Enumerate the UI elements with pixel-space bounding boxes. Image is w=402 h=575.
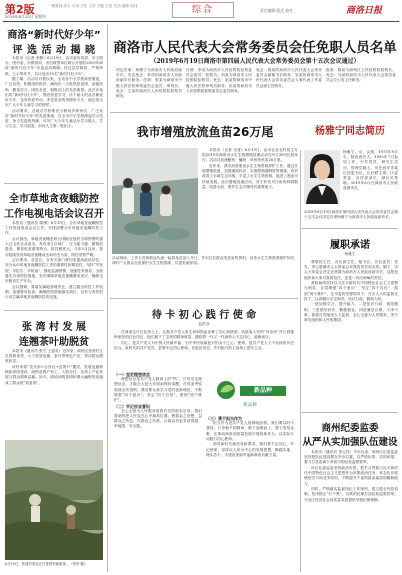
paragraph: 据了解，活动自开展以来，全市各中小学校高度重视，广泛宣传，积极组织推荐，涌现出一大批热爱祖国、品德高尚、勤奋学习、团结友爱、积极向上的先进典型。此次评选出的“新时代好少年”，既有热爱学习、乐于助人的品学兼优好少年，也有热爱劳动、孝老爱亲的美德好少年，他们是全市广大少年儿童学习的榜样。	[5, 77, 103, 108]
appointment-list-c: 免去：周某的商洛市人民代表大会常务委员会副秘书长职务；吴某的商洛市人民代表大会常务委员会人事代表工作委员会副主任职务。	[256, 68, 322, 88]
paragraph: 活动要求，各地各学校要充分利用多种形式，广泛宣传“新时代好少年”的先进事迹，在全市中小学校掀起学习先进、争当先进的热潮，引导广大少年儿童从小学习做人、学习立志、学习创造，扣好人生第一粒扣子。	[5, 108, 103, 129]
article-tea	[5, 349, 103, 429]
masthead	[0, 0, 402, 22]
paragraph: 会议指出，草地贪夜蛾是联合国粮农组织全球预警的重大迁飞性农业害虫，具有适生区域广、迁飞能力强、繁殖倍数高、暴食危害重等特点，防控难度大。今年5月以来，我市陆续发现草地贪夜蛾成虫和幼虫为害，防控形势严峻。	[5, 237, 103, 257]
divider	[4, 183, 104, 184]
appointment-list-a: 决定任命：杨雅宁为商洛市人民政府副市长。决定免去：李彦的商洛市人民政府副市长职务。任命：张某为商洛市中级人民法院审判委员会委员、审判员；免去：王某的商洛市人民检察院检察员职务。	[116, 68, 182, 99]
paragraph: 理想信念是共产党人精神上的“钙”。只有坚定理想信念，才能在大是大非面前保持清醒，在风浪考验面前无所畏惧。我们要认真学习党的创新理论，不断增强“四个意识”，坚定“四个自信”，做到“两个维护”。	[114, 377, 202, 403]
profile-text: 杨雅宁，女，汉族，1973年9月生，陕西西安人，1995年7月参加工作，中共党员，研究生学历，管理学硕士。历任西安市某区团委书记、区妇联主席，区委常委、宣传部部长，副区长等职。2019年6月任商洛市人民政府副市长。	[343, 150, 398, 191]
discipline-headline-1: 商州纪委监委	[321, 423, 379, 434]
section-nav[interactable]: 一版要闻 综合 市场 文化 文体 专题 区县 生活 健康 周刊	[48, 4, 138, 8]
article-new-era	[5, 56, 103, 182]
article-fish-cont: 活动现场，工作人员和群众代表一起将鱼苗放入丹江，并向过往群众发放宣传资料，宣传水生生物资源保护知识，呼吁广大群众自觉保护水生生物资源，共建美丽家园。	[112, 256, 298, 266]
headline-tea-2: 连翘茶叶助脱贫	[19, 337, 89, 348]
column-divider	[107, 24, 108, 572]
portrait-photo	[304, 150, 340, 204]
fish-headline: 我市增殖放流鱼苗26万尾	[136, 125, 274, 139]
paragraph: 同时，严格落实监督执纪工作规则，建立健全内控机制，坚决防止“灯下黑”，以铁的纪律打造纪检监察铁军，为全区经济社会高质量发展提供坚强纪律保障。	[304, 487, 398, 502]
divider	[4, 310, 104, 311]
essay-col-1	[114, 372, 202, 568]
appointment-list-d: 批准：陈某为商州区人民检察院检察长。免去：马某的商洛市人民代表大会常务委员会办公室主任职务。	[326, 68, 396, 83]
issue-date: 2019年6月20日 星期四	[5, 14, 46, 19]
divider	[110, 298, 298, 299]
top-headline: 商洛市人民代表大会常务委员会任免职人员名单	[113, 40, 397, 56]
headline-new-era-2: 评 选 活 动 揭 晓	[12, 45, 96, 56]
essay-byline: 赵洪彦	[198, 322, 210, 326]
appointment-list-b: 任命：李某为商洛市人民检察院检察委员会委员、检察员；刘某为商洛市人民检察院检察员。免去：赵某的商洛市中级人民法院审判员职务；孙某的商洛市人民检察院检察委员会委员职务。	[186, 68, 252, 93]
paragraph: 会议强调，要落实属地管理责任，建立健全防控工作机制，加强督导检查，确保防控措施落实到位，以有力有效的行动打赢草地贪夜蛾防控攻坚战。	[5, 284, 103, 300]
paragraph: 担当作为是共产党人的鲜明品格。我们要以时不我待、只争朝夕的精神，敢于迎难而上，勇于攻坚克难，在推动商洛高质量发展中展现新作为，以实际行动践行初心使命。	[206, 421, 294, 441]
pledge-byline: 杨雅宁	[344, 252, 356, 256]
paragraph: 本报讯（记者 李静）6月19日，由市委宣传部、市文明办、团市委、市教育局、市妇联等单位联合开展的2019年商洛“新时代好少年”评选活动揭晓。经过层层推荐、严格审核、公示等环节，共评选出10名“新时代好少年”。	[5, 56, 103, 76]
paragraph: 全心全意为人民服务是我们党的根本宗旨。我们要始终把人民放在心中最高位置，想群众之所想，急群众之所急，办群众之所需，让群众有更多获得感、幸福感、安全感。	[114, 408, 202, 429]
newspaper-logo: 商洛日报	[346, 6, 383, 16]
ad-caption: 新品种	[243, 403, 257, 408]
paragraph: 我将始终坚持以习近平新时代中国特色社会主义思想为指导，自觉增强“四个意识”、坚定“四个自信”、做到“两个维护”，在市委的坚强领导下，在市人大的监督支持下，认真履行法定职责，依法行政，勤政为民。	[304, 281, 398, 301]
essay-section-3-title: （三）勇于担当作为	[206, 416, 242, 421]
essay-section-2-title: （二）牢记宗旨意识	[114, 403, 150, 409]
paragraph: 尊敬的主任、各位副主任、秘书长，各位委员：首先，衷心感谢市人大常委会对我的信任和支持。刚才，市人大常委会决定任命我为商洛市人民政府副市长，这既是组织和大家对我的信任，更是一份沉甸甸的责任。	[304, 260, 398, 280]
pledge-headline: 履职承诺	[330, 240, 370, 251]
paragraph: 初心，是共产党人为中国人民谋幸福、为中华民族谋复兴的赤子之心；使命，是共产党人义不容辞的历史担当。新时代的共产党员，更要牢记初心使命，在脱贫攻坚、乡村振兴的主战场上建功立业。	[114, 340, 294, 350]
paragraph: 面对新时代新任务新要求，我们要不忘初心、牢记使命，坚持以人民为中心的发展思想，脚踏实地、埋头苦干，为建设美丽幸福新商洛贡献力量。	[206, 442, 294, 457]
paragraph: 近年来，我市高度重视水生生物资源养护工作，通过开展增殖放流、加强渔政执法、实施禁渔期制度等措施，有效改善了水域生态环境，丰富了水生生物资源，促进了渔业可持续发展。此次增殖放流活动，对于补充丹江鱼类种群数量、改善水质、维护生态平衡具有重要意义。	[202, 164, 298, 189]
paragraph: 在商洛这片红色热土上，无数共产党人用生命和热血诠释了初心和使命。从陕南人民的“母亲河”丹江到秦岭深处的红色印记，他们留下了宝贵的精神财富，激励着一代又一代商洛人不忘初心、砥砺前行。	[114, 330, 294, 340]
article-discipline	[304, 450, 398, 572]
issue-info: 责任编辑 版式 校对	[260, 8, 293, 13]
paragraph: 该区纪委监委坚持政治引领，把学习贯彻习近平新时代中国特色社会主义思想作为首要政治任务，常态化开展理论学习和业务培训，不断提升干部的政治素质和履职能力。	[304, 466, 398, 486]
discipline-headline-2: 从严从实加强队伍建设	[302, 437, 398, 448]
article-fish	[202, 148, 298, 254]
paragraph: 本报讯（通讯员 陈博）6月19日，全市草地贪夜蛾防控工作电视电话会议召开，安排部署全市草地贪夜蛾防控工作。	[5, 221, 103, 236]
headline-grass-2: 工作电视电话会议召开	[4, 209, 104, 220]
paragraph: 该村采取“党支部+合作社+贫困户”模式，发展连翘种植和茶园建设，吸纳贫困户务工、入股分红，实现了产业发展与群众增收双赢。如今，绿油油的茶园和漫山遍野的连翘成了群众的“致富园”。	[5, 365, 103, 385]
headline-tea-1: 张 湾 村 发 展	[22, 322, 86, 333]
article-pledge	[304, 260, 398, 388]
ad-banner	[206, 372, 294, 412]
ad-brand: 新品种	[253, 387, 272, 394]
tea-garden-photo	[5, 440, 103, 560]
masthead-rule	[3, 21, 399, 22]
essay-col-2	[206, 416, 294, 568]
photo-caption: 6月19日，张湾村茶农正在茶园采摘夏茶。（郑荣 摄）	[5, 562, 88, 566]
divider	[302, 412, 398, 413]
divider	[302, 228, 398, 229]
paragraph: 本报讯（记者 吴青）6月19日，由市农业农村局主办的2019年商洛市水生生物增殖放流活动在丹江商州区段举行。活动共放流鲢鱼、鳙鱼、草鱼等鱼苗26万尾。	[202, 148, 298, 163]
essay-section-1-title: （一）坚定理想信念	[114, 372, 150, 377]
paragraph: 一是加强学习，提升能力。二是依法行政，规范履职。三是团结协作，勤勉敬业。四是廉洁自律，干净干事。我将自觉接受人大监督，全心全意为人民服务，决不辜负组织和人民的期望。	[304, 302, 398, 323]
profile-footer: 2019年6月19日商洛市第四届人民代表大会常务委员会第十五次会议决定任命杨雅宁为商洛市人民政府副市长。	[304, 210, 398, 220]
essay-intro	[114, 330, 294, 370]
section-title: 综合	[172, 2, 234, 18]
profile-title: 杨雅宁同志简历	[315, 126, 385, 137]
headline-grass-1: 全市草地贪夜蛾防控	[9, 194, 99, 205]
paragraph: 会议要求，各县区、各有关部门要切实提高政治站位，充分认识草地贪夜蛾防控工作的重要性和紧迫性，坚持“早发现、早报告、早防治”，强化监测预警，加强技术指导，全面落实各项防控措施，坚决遏制草地贪夜蛾暴发成灾，确保全市粮食生产安全。	[5, 258, 103, 284]
column-divider	[300, 150, 301, 572]
top-subheadline: （2019年6月19日商洛市第四届人民代表大会常务委员会第十五次会议通过）	[150, 58, 360, 65]
paragraph: 本报讯（通讯员 李云亮）今年以来，商州区纪委监委坚持把队伍建设摆在突出位置，以严的标准、实的举措，着力打造忠诚干净担当的纪检监察铁军。	[304, 450, 398, 465]
page-number: 第2版	[5, 3, 35, 16]
paragraph: 本报讯（通讯员 张宏 王道英）近年来，商州区张湾村立足资源优势，大力发展连翘、茶叶等特色产业，带动群众增收致富。	[5, 349, 103, 364]
essay-title: 待 卡 初 心 践 行 使 命	[151, 310, 257, 321]
divider	[110, 112, 400, 113]
headline-new-era-1: 商洛“新时代好少年”	[7, 30, 101, 41]
fish-release-photo	[112, 148, 198, 254]
